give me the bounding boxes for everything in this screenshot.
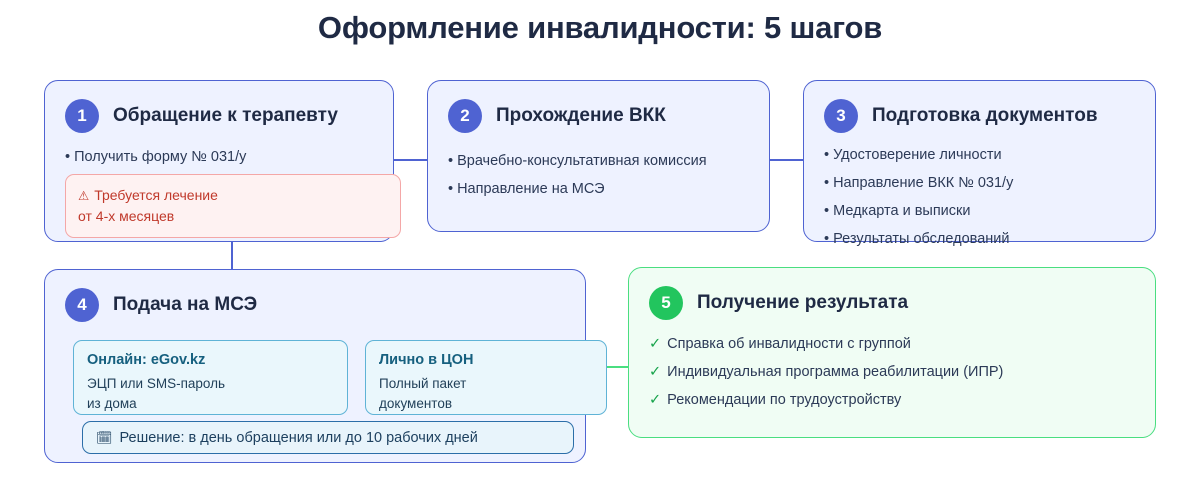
page-title: Оформление инвалидности: 5 шагов (317, 10, 883, 45)
step-1-title: Обращение к терапевту (113, 105, 338, 126)
step-5-checklist (629, 320, 1155, 411)
step-2-title: Прохождение ВКК (496, 105, 666, 126)
list-item (824, 145, 1135, 166)
connector-step2-step3 (770, 159, 803, 161)
step-4-note-bar (82, 421, 574, 454)
warning-line-1 (78, 185, 388, 206)
note-text: Решение: в день обращения или до 10 рабочих дней (119, 429, 478, 446)
check-icon: ✓ (649, 336, 662, 352)
step-card-2 (427, 80, 770, 232)
step-5-badge: 5 (649, 286, 683, 320)
info-icon: 🗓 (96, 429, 113, 445)
option-offline-line-2: документов (379, 396, 452, 412)
option-online-title: Онлайн: eGov.kz (87, 352, 206, 368)
list-item (649, 334, 1131, 355)
step-4-title: Подача на МСЭ (113, 294, 258, 315)
warning-icon: ⚠ (78, 189, 90, 203)
list-item (649, 390, 1131, 411)
check-icon: ✓ (649, 392, 662, 409)
list-item-text: Рекомендации по трудоустройству (667, 392, 902, 409)
step-3-title: Подготовка документов (872, 105, 1098, 126)
step-2-badge: 2 (448, 99, 482, 133)
list-item (448, 151, 747, 172)
step-5-header (629, 268, 1155, 320)
list-item-text: Медкарта и выписки (833, 203, 971, 220)
list-item (448, 179, 747, 200)
step-1-bullets (45, 133, 393, 168)
step-3-header (804, 81, 1155, 133)
step-4-option-online (73, 340, 348, 415)
option-online-line-1: ЭЦП или SMS-пароль (87, 376, 226, 391)
list-item (65, 147, 373, 168)
list-item-text: Направление на МСЭ (457, 181, 605, 198)
connector-step1-step2 (394, 159, 427, 161)
step-4-option-offline (365, 340, 607, 415)
list-item-text: Получить форму № 031/у (74, 149, 247, 165)
step-card-5 (628, 267, 1156, 438)
bullet-dot-icon: • (65, 149, 71, 165)
bullet-dot-icon: • (824, 231, 830, 248)
list-item (824, 173, 1135, 194)
step-3-bullets (804, 133, 1155, 250)
option-offline-line-1: Полный пакет (379, 376, 467, 391)
list-item-text: Индивидуальная программа реабилитации (ИПР) (667, 364, 1004, 381)
step-4-header (45, 270, 585, 322)
list-item (824, 229, 1135, 250)
bullet-dot-icon: • (824, 203, 830, 220)
step-card-1 (44, 80, 394, 242)
bullet-dot-icon: • (448, 181, 454, 198)
bullet-dot-icon: • (824, 175, 830, 192)
warning-text-1: Требуется лечение (94, 187, 218, 203)
list-item-text: Справка об инвалидности с группой (667, 336, 911, 352)
step-1-header (45, 81, 393, 133)
step-3-badge: 3 (824, 99, 858, 133)
bullet-dot-icon: • (824, 147, 830, 163)
list-item (824, 201, 1135, 222)
list-item-text: Врачебно-консультативная комиссия (457, 153, 707, 169)
step-card-3 (803, 80, 1156, 248)
list-item-text: Направление ВКК № 031/у (833, 175, 1014, 192)
step-1-warning-box (65, 174, 401, 238)
step-4-badge: 4 (65, 288, 99, 322)
bullet-dot-icon: • (448, 153, 454, 169)
step-5-title: Получение результата (697, 292, 909, 313)
check-icon: ✓ (649, 364, 662, 381)
list-item (649, 362, 1131, 383)
warning-line-2: от 4-х месяцев (78, 208, 175, 224)
list-item-text: Удостоверение личности (833, 147, 1002, 163)
step-2-header (428, 81, 769, 133)
option-offline-title: Лично в ЦОН (379, 352, 474, 368)
list-item-text: Результаты обследований (833, 231, 1010, 248)
step-1-badge: 1 (65, 99, 99, 133)
step-2-bullets (428, 133, 769, 200)
connector-step1-step4 (231, 241, 233, 269)
option-online-line-2: из дома (87, 396, 137, 412)
